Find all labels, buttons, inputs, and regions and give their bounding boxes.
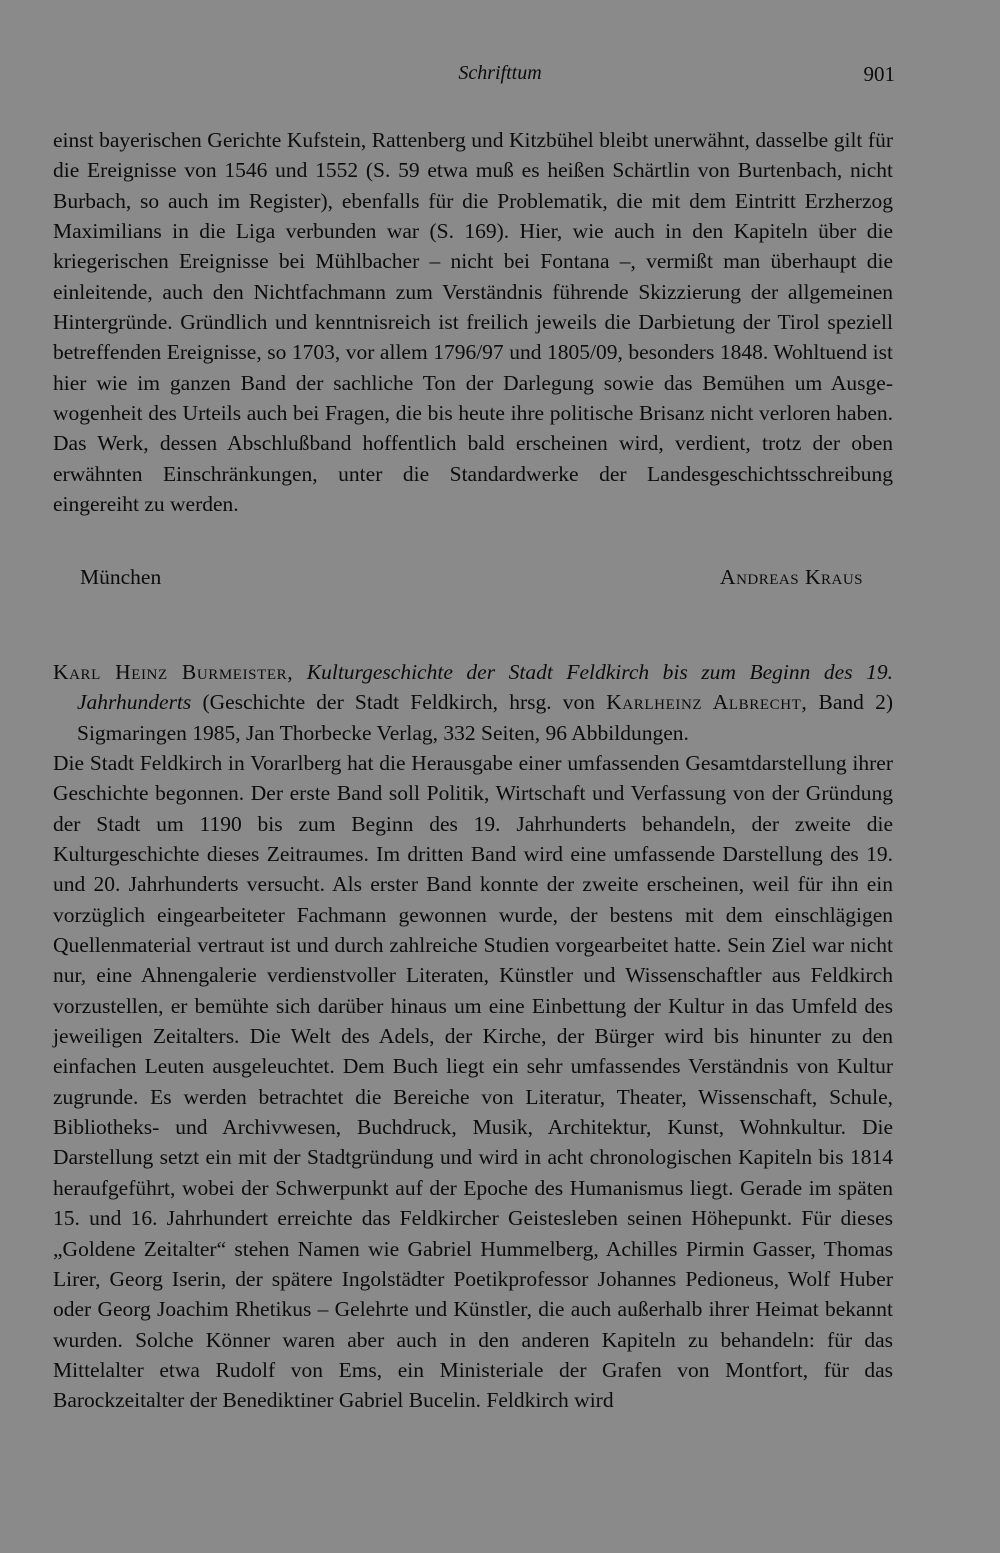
citation-series-prefix: (Geschichte der Stadt Feldkirch, hrsg. von: [191, 690, 607, 715]
citation-author: Karl Heinz Burmeister,: [53, 660, 294, 684]
page-number: 901: [863, 62, 895, 86]
review-1-reviewer: Andreas Kraus: [720, 565, 863, 589]
citation-series-suffix: Band 2) Sigmaringen 1985, Jan Thorbecke Verlag, 332 Seiten, 96 Abbildungen.: [77, 690, 894, 745]
review-1-body: einst bayerischen Gerichte Kufstein, Rattenberg und Kitzbühel bleibt unerwähnt, dasselbe gilt für die Ereignisse von 1546 und 1552 (S. 59 etwa muß es heißen Schärtlin von Burtenbach, nicht Burbach, so auch im Register), ebenfalls für die Problematik, die mit dem Eintritt Erzherzog Maximilians in die Liga verbunden war (S. 169). Hier, wie auch in den Kapiteln über die kriegerischen Ereignisse bei Mühlbacher – nicht bei Fontana –, vermißt man überhaupt die einleitende, auch den Nichtfachmann zum Verständnis führende Skizzierung der allgemeinen Hintergründe. Gründlich und kenntnisreich ist freilich jeweils die Darbietung der Tirol speziell betreffenden Ereignisse, so 1703, vor allem 1796/97 und 1805/09, besonders 1848. Wohltuend ist hier wie im ganzen Band der sachliche Ton der Darlegung sowie das Bemühen um Ausgewogenheit des Urteils auch bei Fragen, die bis heute ihre politische Brisanz nicht verloren haben. Das Werk, dessen Abschlußband hoffentlich bald erscheinen wird, verdient, trotz der oben erwähnten Einschränkungen, unter die Standardwerke der Landesgeschichtsschreibung eingereiht zu werden.: [53, 128, 893, 517]
page-header: [0, 62, 1000, 92]
review-2-body: Die Stadt Feldkirch in Vorarlberg hat die Herausgabe einer umfassenden Gesamtdarstellung ihrer Geschichte begonnen. Der erste Band soll Politik, Wirtschaft und Verfassung von der Gründung der Stadt um 1190 bis zum Beginn des 19. Jahrhunderts behandeln, der zweite die Kulturgeschichte dieses Zeitraumes. Im dritten Band wird eine umfassende Darstellung des 19. und 20. Jahrhunderts versucht. Als erster Band konnte der zweite erscheinen, weil für ihn ein vorzüglich eingearbeiteter Fachmann gewonnen wurde, der bestens mit dem einschlägigen Quellenmaterial vertraut ist und durch zahlreiche Studien vorgearbeitet hatte. Sein Ziel war nicht nur, eine Ahnengalerie verdienstvoller Literaten, Künstler und Wissenschaftler aus Feldkirch vorzustellen, er bemühte sich darüber hinaus um eine Einbettung der Kultur in das Umfeld des jeweiligen Zeitalters. Die Welt des Adels, der Kirche, der Bürger wird bis hinunter zu den einfachen Leuten ausgeleuchtet. Dem Buch liegt ein sehr umfassendes Verständnis von Kultur zugrunde. Es werden betrachtet die Bereiche von Literatur, Theater, Wissenschaft, Schule, Bibliotheks- und Archivwesen, Buchdruck, Musik, Architektur, Kunst, Wohnkultur. Die Darstellung setzt ein mit der Stadtgründung und wird in acht chronologischen Kapiteln bis 1814 heraufgeführt, wobei der Schwerpunkt auf der Epoche des Humanismus liegt. Gerade im späten 15. und 16. Jahrhundert erreichte das Feldkircher Geistesleben seinen Höhepunkt. Für dieses „Goldene Zeitalter“ stehen Namen wie Gabriel Hummelberg, Achilles Pirmin Gasser, Thomas Lirer, Georg Iserin, der spätere Ingolstädter Poetikprofessor Johannes Pedioneus, Wolf Huber oder Georg Joachim Rhetikus – Gelehrte und Künstler, die auch außerhalb ihrer Heimat bekannt wurden. Solche Könner waren aber auch in den anderen Kapiteln zu behandeln: für das Mittelalter etwa Rudolf von Ems, ein Ministeriale der Grafen von Montfort, für das Barockzeitalter der Benediktiner Gabriel Bucelin. Feldkirch wird: [53, 751, 893, 1413]
running-title: Schrifttum: [458, 62, 542, 84]
review-1-signature: [80, 562, 863, 592]
review-1-place: München: [80, 565, 162, 589]
review-2-citation: [53, 657, 893, 748]
citation-editor: Karlheinz Albrecht,: [606, 690, 808, 715]
citation-title: Kulturgeschichte der Stadt Feldkirch bis zum Beginn des 19. Jahrhunderts: [77, 660, 893, 715]
